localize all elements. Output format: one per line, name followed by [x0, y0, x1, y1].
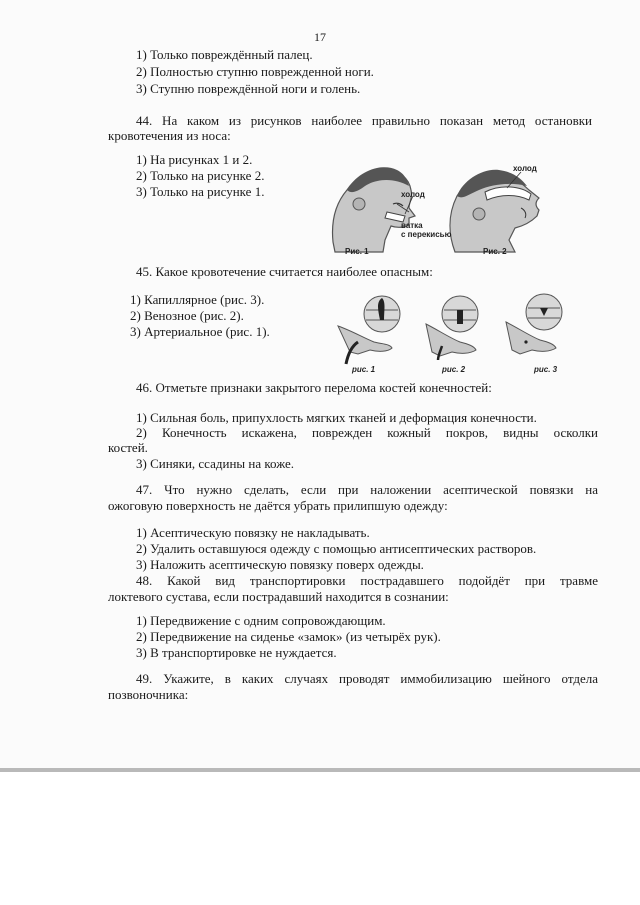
answer-option: 1) Только повреждённый палец.	[136, 47, 313, 62]
answer-option: 3) Синяки, ссадины на коже.	[136, 456, 295, 471]
figure-capillary	[506, 294, 562, 374]
answer-option: 1) Асептическую повязку не накладывать.	[136, 525, 370, 540]
answer-option: 2) Удалить оставшуюся одежду с помощью антисептических растворов.	[136, 541, 537, 556]
question-48-line-1: 48. Какой вид транспортировки пострадавшего подойдёт при травме	[136, 573, 598, 588]
answer-option: 3) Только на рисунке 1.	[136, 184, 265, 199]
answer-option-line-2: костей.	[108, 440, 148, 455]
caption-fig-2: Рис. 2	[483, 247, 507, 256]
answer-option: 3) В транспортировке не нуждается.	[136, 645, 337, 660]
answer-option: 1) Передвижение с одним сопровождающим.	[136, 613, 386, 628]
question-46: 46. Отметьте признаки закрытого перелома костей конечностей:	[136, 380, 492, 395]
answer-option: 2) Полностью ступню поврежденной ноги.	[136, 64, 374, 79]
label-cold-2: холод	[513, 164, 537, 173]
question-47-line-1: 47. Что нужно сделать, если при наложении асептической повязки на	[136, 482, 598, 497]
answer-option: 1) Капиллярное (рис. 3).	[130, 292, 265, 307]
answer-option: 2) Передвижение на сиденье «замок» (из четырёх рук).	[136, 629, 441, 644]
caption-bleeding-3: рис. 3	[534, 365, 558, 374]
answer-option: 2) Венозное (рис. 2).	[130, 308, 244, 323]
answer-option: 1) На рисунках 1 и 2.	[136, 152, 253, 167]
answer-option: 2) Только на рисунке 2.	[136, 168, 265, 183]
caption-bleeding-2: рис. 2	[442, 365, 466, 374]
figure-arterial	[338, 296, 400, 374]
label-cotton-1: ватка	[401, 221, 423, 230]
question-48-line-2: локтевого сустава, если пострадавший находится в сознании:	[108, 589, 449, 604]
question-49-line-1: 49. Укажите, в каких случаях проводят иммобилизацию шейного отдела	[136, 671, 598, 686]
answer-option-line-1: 2) Конечность искажена, поврежден кожный покров, видны осколки	[136, 425, 598, 440]
caption-fig-1: Рис. 1	[345, 247, 369, 256]
figure-person-2	[450, 170, 539, 252]
answer-option: 1) Сильная боль, припухлость мягких тканей и деформация конечности.	[136, 410, 537, 425]
question-47-line-2: ожоговую поверхность не даётся убрать прилипшую одежду:	[108, 498, 448, 513]
caption-bleeding-1: рис. 1	[352, 365, 376, 374]
answer-option: 3) Артериальное (рис. 1).	[130, 324, 270, 339]
bleeding-types-figure	[330, 292, 585, 374]
answer-option: 3) Наложить асептическую повязку поверх одежды.	[136, 557, 424, 572]
scan-edge	[0, 768, 640, 772]
question-45: 45. Какое кровотечение считается наиболее опасным:	[136, 264, 433, 279]
figure-venous	[426, 296, 478, 374]
label-cotton-2: с перекисью	[401, 230, 452, 239]
label-cold-1: холод	[401, 190, 425, 199]
question-49-line-2: позвоночника:	[108, 687, 189, 702]
nose-bleeding-figure	[325, 152, 550, 260]
figure-person-1	[333, 167, 415, 252]
question-44-line-1: 44. На каком из рисунков наиболее правильно показан метод остановки	[136, 113, 592, 128]
question-44-line-2: кровотечения из носа:	[108, 128, 231, 143]
answer-option: 3) Ступню повреждённой ноги и голень.	[136, 81, 361, 96]
page-number: 17	[314, 30, 326, 44]
